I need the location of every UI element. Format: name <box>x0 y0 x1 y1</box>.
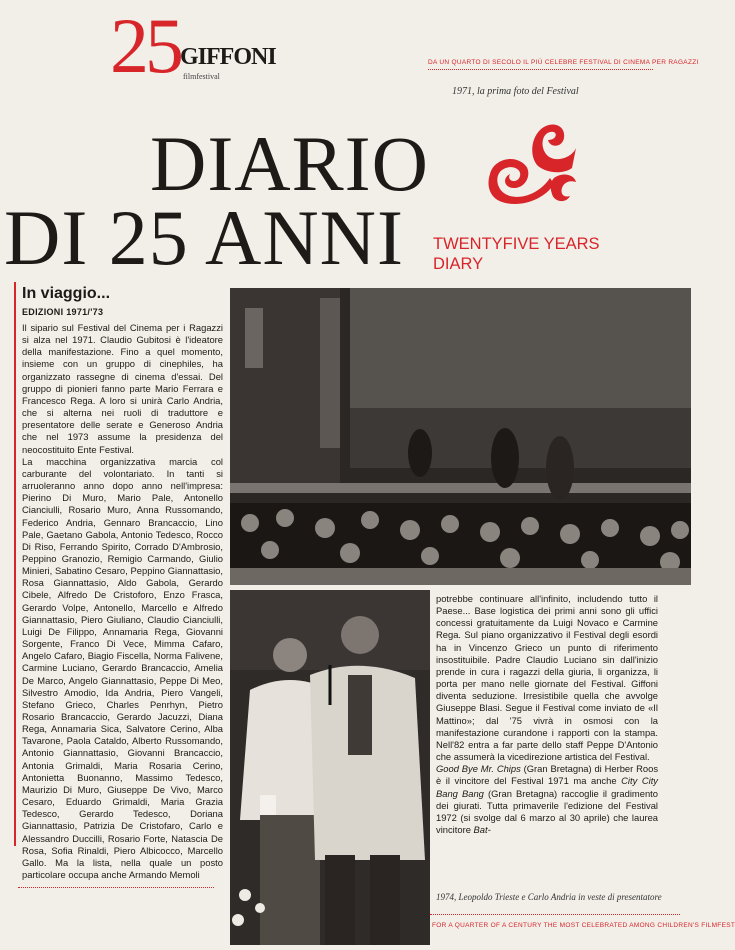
section-title: In viaggio... <box>22 285 111 302</box>
film-title: Good Bye Mr. Chips <box>436 763 521 775</box>
english-title-line2: DIARY <box>433 255 484 273</box>
logo-wordmark: GIFFONI <box>180 44 276 70</box>
photo-presenters-image <box>230 590 430 945</box>
header-tagline: DA UN QUARTO DI SECOLO IL PIÙ CELEBRE FESTIVAL DI CINEMA PER RAGAZZI <box>428 59 699 66</box>
header-divider <box>428 69 653 70</box>
section-subtitle: EDIZIONI 1971/'73 <box>22 307 104 317</box>
logo-subtitle: filmfestival <box>183 72 220 81</box>
photo-first-festival-image <box>230 288 691 585</box>
bottom-photo-caption: 1974, Leopoldo Trieste e Carlo Andria in veste di presentatore <box>436 892 662 902</box>
bottom-divider <box>18 887 214 888</box>
article-text: (Gran Bretagna) raccoglie il gradimento dei giurati. Tutta primaverile l'edizione del Festival 1972 (si svolge dal 6 marzo al 30 aprile) che laurea vincitore <box>436 787 658 835</box>
logo-number: 25 <box>110 2 180 89</box>
footer-tagline: FOR A QUARTER OF A CENTURY THE MOST CELEBRATED AMONG CHILDREN'S FILMFEST <box>432 922 735 929</box>
photo-first-festival <box>230 288 691 585</box>
article-paragraph: La macchina organizzativa marcia col carburante del volontariato. In tanti si arruoleranno anno dopo anno nell'impresa: Pierino Di Muro, Mario Pale, Antonello Cianciulli, Rosario Muro, Anna Russomando, Federico Andria, Gennaro Brancaccio, Lino Pale, Gaetano Gabola, Antonio Tedesco, Rocco Di Riso, Ferrando Spirito, Corrado D'Ambrosio, Peppino Granozio, Remigio Carmando, Giulio Minieri, Sabatino Cesaro, Peppino Giannattasio, Rosa Giannattasio, Aldo Gabola, Gerardo Cibele, Alfredo De Cristoforo, Enzo Frasca, Gerardo Volpe, Antonello, Marcello e Alfredo Giannattasio, Piero Giuliano, Claudio Cianciulli, Luigi De Filippo, Annamaria Rega, Giovanni Sorgente, Franco Di Vece, Mimma Cafaro, Angelo Cafaro, Biagio Fiscella, Norma Falivene, Carmine Luciano, Gerardo Brancaccio, Amelia De Marco, Angelo Giannattasio, Peppe Di Meo, Silvestro Amodio, Ida Andria, Piero Vangeli, Stefano Grieco, Charles Penrhyn, Pietro Rosario Brancaccio, Gerardo Jacuzzi, Diana Rega, Annamaria Sica, Salvatore Cerino, Alba Tavarone, Paola Cataldo, Alberto Russomando, Antonio Giannattasio, Giovanni Brancaccio, Antonia Grimaldi, Maria Rosaria Cerino, Antonietta Buonanno, Massimo Tedesco, Maurizio Di Muro, Giuseppe De Vivo, Marco Cesaro, Eduardo Grimaldi, Maria Grazia Tedesco, Gerardo Tedesco, Doriana Giannattasio, Patrizia De Cristofaro, Carlo e Alessandro Duccilli, Rosario Forte, Natascia De Rosa, Sofia Rinaldi, Piero Albicocco, Marcello Gallo. Ma la lista, nella quale un posto particolare occupa anche Armando Memoli <box>22 455 223 881</box>
footer-divider <box>430 914 680 915</box>
article-paragraph: Il sipario sul Festival del Cinema per i Ragazzi si alza nel 1971. Claudio Gubitosi è l'ideatore della manifestazione. Fino a quel momento, insieme con un gruppo di cinephiles, ha organizzato rassegne di cinema d'essai. Del gruppo di pionieri fanno parte Mario Ferrara e Francesco Rega. A loro si unirà Carlo Andria, che si alterna nei ruoli di traduttore e presentatore delle serate e Generoso Andria che nel 1973 assume la presidenza del neocostituito Ente Festival. <box>22 322 223 455</box>
article-column-left <box>22 322 223 881</box>
article-paragraph: potrebbe continuare all'infinito, includendo tutto il Paese... Base logistica dei primi anni sono gli uffici concessi gratuitamente da Luigi Novaco e Carmine Rega. Sul piano organizzativo il Festival degli esordi ha in Vincenzo Grieco un punto di riferimento insostituibile. Padre Claudio Luciano sin dall'inizio prende in cura i ragazzi della giuria, li organizza, li porta per mano nelle giornate del Festival. Giffoni diventa seduzione. Irresistibile quella che avvolge Giuseppe Blasi. Segue il Festival come inviato de «Il Mattino»; dal '75 vivrà in osmosi con la manifestazione curandone i rapporti con la stampa. Nell'82 entra a far parte dello staff Peppe D'Antonio che assumerà la vicedirezione artistica del Festival. <box>436 593 658 763</box>
english-title-line1: TWENTYFIVE YEARS <box>433 235 600 253</box>
film-title: City City Bang Bang <box>436 775 658 799</box>
english-title <box>433 234 600 274</box>
article-paragraph-films <box>436 763 658 836</box>
article-column-right <box>436 593 658 836</box>
section-divider <box>14 282 16 846</box>
page-title-line2: DI 25 ANNI <box>4 194 404 281</box>
film-title: Bat- <box>473 823 491 835</box>
page-title-line1: DIARIO <box>150 120 429 207</box>
photo-presenters-1974 <box>230 590 430 945</box>
top-photo-caption: 1971, la prima foto del Festival <box>452 86 579 97</box>
festival-emblem-icon <box>480 112 580 212</box>
article-text: (Gran Bretagna) di Herber Roos è il vincitore del Festival 1971 ma anche <box>436 763 659 787</box>
